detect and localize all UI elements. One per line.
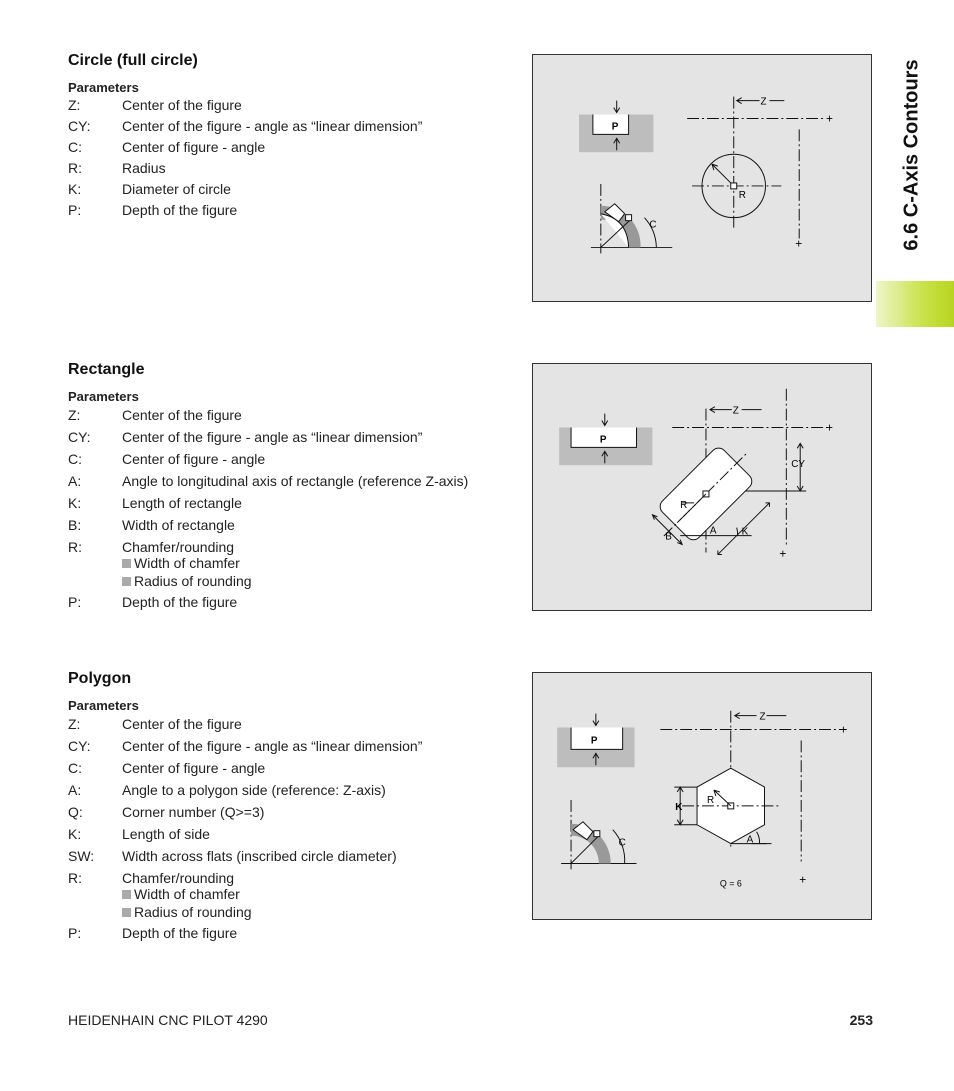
param-key: B: [68,517,82,533]
param-row [68,158,508,179]
radius-label: R [706,794,715,806]
param-key: K: [68,181,82,197]
param-key: C: [68,760,82,776]
sub-item: Width of chamfer [122,554,508,572]
param-row [68,845,508,867]
param-row [68,536,508,558]
param-key: R: [68,870,82,886]
param-row [68,448,508,470]
param-row [68,404,508,426]
param-desc: Chamfer/rounding [122,539,235,555]
param-desc: Width across flats (inscribed circle diameter) [122,848,397,864]
angle-a-label: A [746,834,754,846]
param-desc: Length of rectangle [122,495,242,511]
parameters-heading: Parameters [68,698,139,713]
param-key: K: [68,826,82,842]
section-title: Polygon [68,670,132,687]
circle-figure [532,54,872,302]
param-row [68,779,508,801]
param-desc: Center of the figure [122,716,242,732]
param-desc: Depth of the figure [122,202,238,218]
param-row [68,823,508,845]
bullet-square-icon [122,890,131,899]
radius-label: R [738,189,746,201]
param-key: CY: [68,118,91,134]
depth-label: P [599,434,607,446]
param-key: R: [68,539,82,555]
z-axis-label: Z [759,711,766,723]
bullet-square-icon [122,559,131,568]
param-row [68,713,508,735]
plus-marker: + [839,722,847,737]
param-row [68,426,508,448]
corner-count-label: Q = 6 [719,878,742,889]
angle-a-label: A [709,525,717,537]
param-row [68,514,508,536]
param-row [68,592,508,613]
plus-marker: + [825,420,833,435]
param-key: P: [68,594,82,610]
param-row [68,801,508,823]
param-row [68,137,508,158]
bullet-square-icon [122,577,131,586]
angle-c-label: C [618,837,626,849]
param-desc: Chamfer/rounding [122,870,235,886]
param-key: C: [68,139,82,155]
param-desc: Diameter of circle [122,181,231,197]
param-row [68,470,508,492]
param-desc: Center of the figure - angle as “linear dimension” [122,738,423,754]
param-key: P: [68,925,82,941]
depth-label: P [611,121,619,133]
angle-c-label: C [649,219,657,231]
param-desc: Radius [122,160,166,176]
param-desc: Depth of the figure [122,925,238,941]
param-desc: Center of the figure [122,407,242,423]
rectangle-figure [532,363,872,611]
param-desc: Width of rectangle [122,517,235,533]
param-key: Z: [68,716,81,732]
sub-item: Width of chamfer [122,885,508,903]
param-desc: Center of the figure - angle as “linear dimension” [122,118,423,134]
param-desc: Center of figure - angle [122,451,266,467]
z-axis-label: Z [732,405,739,417]
param-desc: Center of figure - angle [122,139,266,155]
param-desc: Depth of the figure [122,594,238,610]
section-rectangle [68,361,508,613]
radius-label: R [680,499,688,511]
bullet-square-icon [122,908,131,917]
plus-marker: + [799,872,807,887]
section-title: Rectangle [68,361,145,378]
param-row [68,735,508,757]
param-row [68,95,508,116]
length-k-label: K [741,526,749,538]
param-key: A: [68,473,82,489]
width-b-label: B [665,531,672,543]
param-desc: Corner number (Q>=3) [122,804,265,820]
rectangle-diagram [533,364,871,610]
param-row [68,923,508,944]
param-key: CY: [68,738,91,754]
sub-item: Radius of rounding [122,572,508,590]
sub-item: Radius of rounding [122,903,508,921]
chamfer-options [68,885,508,921]
param-key: A: [68,782,82,798]
section-title: Circle (full circle) [68,52,198,69]
plus-marker: + [779,546,787,561]
param-desc: Center of the figure - angle as “linear dimension” [122,429,423,445]
parameters-heading: Parameters [68,80,139,95]
param-row [68,200,508,221]
circle-diagram [533,55,871,301]
chapter-tab [876,281,954,327]
param-key: CY: [68,429,91,445]
param-row [68,179,508,200]
param-desc: Center of figure - angle [122,760,266,776]
z-axis-label: Z [760,96,767,108]
param-key: R: [68,160,82,176]
param-key: P: [68,202,82,218]
param-desc: Center of the figure [122,97,242,113]
parameters-heading: Parameters [68,389,139,404]
side-length-k-label: K [675,801,683,813]
plus-marker: + [825,111,833,126]
param-row [68,867,508,889]
cy-label: CY [791,459,806,471]
page-number: 253 [849,1012,873,1028]
chamfer-options [68,554,508,590]
param-key: Z: [68,407,81,423]
plus-marker: + [795,236,803,251]
polygon-diagram [533,673,871,919]
section-circle [68,52,508,221]
param-row [68,492,508,514]
depth-label: P [590,735,598,747]
param-key: C: [68,451,82,467]
param-key: SW: [68,848,95,864]
param-key: Q: [68,804,83,820]
section-polygon [68,670,508,944]
param-key: K: [68,495,82,511]
chapter-side-title: 6.6 C-Axis Contours [900,59,923,251]
param-desc: Angle to a polygon side (reference: Z-axis) [122,782,386,798]
param-row [68,116,508,137]
param-key: Z: [68,97,81,113]
param-desc: Angle to longitudinal axis of rectangle (reference Z-axis) [122,473,469,489]
param-row [68,757,508,779]
footer-manual-title: HEIDENHAIN CNC PILOT 4290 [68,1012,268,1028]
param-desc: Length of side [122,826,210,842]
polygon-figure [532,672,872,920]
